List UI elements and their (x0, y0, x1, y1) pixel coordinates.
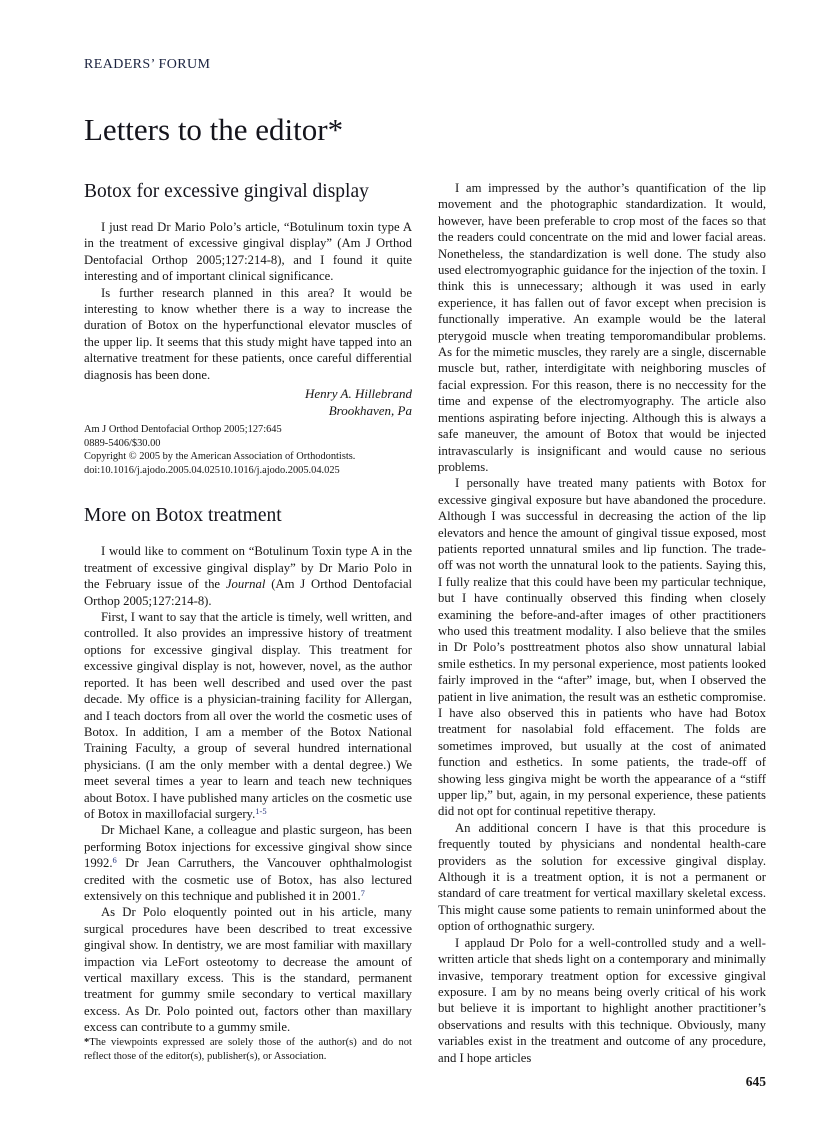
footnote-text: The viewpoints expressed are solely those of the author(s) and do not reflect those of the editor(s), publisher(s), or Association. (84, 1036, 412, 1062)
citation-line: 0889-5406/$30.00 (84, 437, 161, 449)
signature-block (84, 385, 412, 419)
page-number: 645 (745, 1074, 766, 1090)
citation-block (84, 423, 412, 477)
citation-line: Copyright © 2005 by the American Association of Orthodontists. (84, 451, 356, 463)
reference-superscript: 1-5 (255, 805, 267, 816)
citation-line: Am J Orthod Dentofacial Orthop 2005;127:645 (84, 424, 282, 436)
letter1-paragraph-2: Is further research planned in this area? It would be interesting to know whether there is a way to increase the duration of Botox on the hyperfunctional elevator muscles of the upper lip. It seems that this study might have tapped into an alternative treatment for these patients, once careful differential diagnosis has been done. (84, 285, 412, 382)
paragraph-text: Dr Michael Kane, a colleague and plastic surgeon, has been performing Botox injections for excessive gingival show since 1992. (84, 823, 412, 871)
author-name: Henry A. Hillebrand (305, 386, 412, 402)
right-column (438, 180, 766, 1066)
paragraph-text: First, I want to say that the article is timely, well written, and controlled. It also provides an impressive history of treatment options for excessive gingival display. This treatment for excessive gingival display is not, however, novel, as the author reported. It has been well described and used over the past decade. My office is a physician-training facility for Allergan, and I teach doctors from all over the world the cosmetic uses of Botox. In addition, I am a member of the Botox National Training Faculty, a group of several hundred international physicians. (I am the only member with a dental degree.) We meet several times a year to learn and teach new techniques about Botox. I have published many articles on the cosmetic use of Botox in maxillofacial surgery. (84, 610, 412, 821)
reference-superscript: 7 (360, 887, 365, 898)
reference-superscript: 6 (112, 855, 117, 866)
letter2-paragraph-2 (84, 609, 412, 822)
letter1-paragraph-1: I just read Dr Mario Polo’s article, “Botulinum toxin type A in the treatment of excessive gingival display” (Am J Orthod Dentofacial Orthop 2005;127:214-8), and I found it quite interesting and of important clinical significance. (84, 220, 412, 284)
letter2-heading: More on Botox treatment (84, 505, 282, 527)
two-column-layout (84, 180, 766, 1066)
author-location: Brookhaven, Pa (328, 403, 412, 419)
letter2-paragraph-3 (84, 822, 412, 904)
journal-italic: Journal (225, 577, 266, 592)
letter2-paragraph-1 (84, 543, 412, 609)
paragraph-text: Dr Jean Carruthers, the Vancouver ophthalmologist credited with the cosmetic use of Botox, has also lectured extensively on this technique and published it in 2001. (84, 856, 412, 903)
letter2-paragraph-7: An additional concern I have is that this procedure is frequently touted by physicians and nondental health-care providers as the solution for excessive gingival display. Although it is a treatment option, it is not a permanent or standard of care treatment for vertical maxillary skeletal excess. This might cause some patients to remain uninformed about the option of orthognathic surgery. (438, 820, 766, 934)
left-column (84, 180, 412, 1066)
letter2-paragraph-8: I applaud Dr Polo for a well-controlled study and a well-written article that sheds light on a contemporary and minimally invasive, temporary treatment option for excessive gingival exposure. I am by no means being overly critical of his work but believe it is important to highlight another practitioner’s observations and results with this technique. Obviously, many variables exist in the treatment and outcome of any procedure, and I hope articles (438, 935, 766, 1065)
paragraph-text: I would like to comment on “Botulinum Toxin type A in the treatment of excessive gingival display” by Dr Mario Polo in the February issue of the (84, 544, 412, 592)
letter2-paragraph-6: I personally have treated many patients with Botox for excessive gingival exposure but have abandoned the procedure. Although I was successful in decreasing the action of the lip elevators and hence the amount of gingival tissue exposed, most patients reported unnatural smiles and lip function. The trade-off was not worth the unnatural look to the patients. Saying this, I fully realize that this could have been my particular technique, but I have continually observed this finding when closely examining the before-and-after images of other practitioners who used this treatment modality. I also believe that the smiles in Dr Polo’s posttreatment photos also show unnatural labial smile esthetics. In my personal experience, most patients looked fairly improved in the “after” image, but, when I observed the patient in live animation, the result was an esthetic compromise. I have also observed this in patients who have had Botox treatment for nasolabial fold effacement. The folds are sometimes improved, but usually at the cost of animated function and esthetics. In some patients, the trade-off of showing less gingiva might be worth the appearance of a “stiff upper lip,” but, again, in my personal experience, these patients did not opt for continual repetitive therapy. (438, 476, 766, 819)
running-head: READERS’ FORUM (84, 57, 211, 72)
footnote (84, 1036, 412, 1066)
doi-line: doi:10.1016/j.ajodo.2005.04.02510.1016/j.ajodo.2005.04.025 (84, 464, 340, 476)
page-title: Letters to the editor* (84, 112, 344, 147)
letter2-paragraph-4: As Dr Polo eloquently pointed out in his article, many surgical procedures have been described to treat excessive gingival show. In dentistry, we are most familiar with maxillary impaction via LeFort osteotomy to decrease the amount of vertical maxillary excess. This is the standard, permanent treatment for gummy smile secondary to vertical maxillary excess. As Dr. Polo pointed out, factors other than maxillary excess can contribute to a gummy smile. (84, 905, 412, 1035)
footnote-marker: * (84, 1036, 90, 1048)
letter1-heading: Botox for excessive gingival display (84, 181, 369, 202)
letter2-paragraph-5: I am impressed by the author’s quantification of the lip movement and the photographic standardization. It would, however, have been preferable to crop most of the faces so that the readers could concentrate on the mid and lower facial areas. Nonetheless, the standardization is well done. The study also used electromyographic guidance for the injection of the toxin. I think this is unnecessary; although it was used in early experience, it has fallen out of favor except when precision is functionally imperative. An example would be the lateral pterygoid muscle when treating temporomandibular problems. As for the mimetic muscles, they rarely are a single, discernable muscle but, rather, interdigitate with neighboring muscles of facial expression. For this reason, there is no neccessity for the time and expense of the electromyography. The article also mentions aspirating before injecting. Although this is always a safe maneuver, the amount of Botox that would be injected intravascularly is insignificant and would cause no serious problems. (438, 181, 766, 474)
paragraph-text: (Am J Orthod Dentofacial Orthop 2005;127:214-8). (84, 577, 412, 608)
